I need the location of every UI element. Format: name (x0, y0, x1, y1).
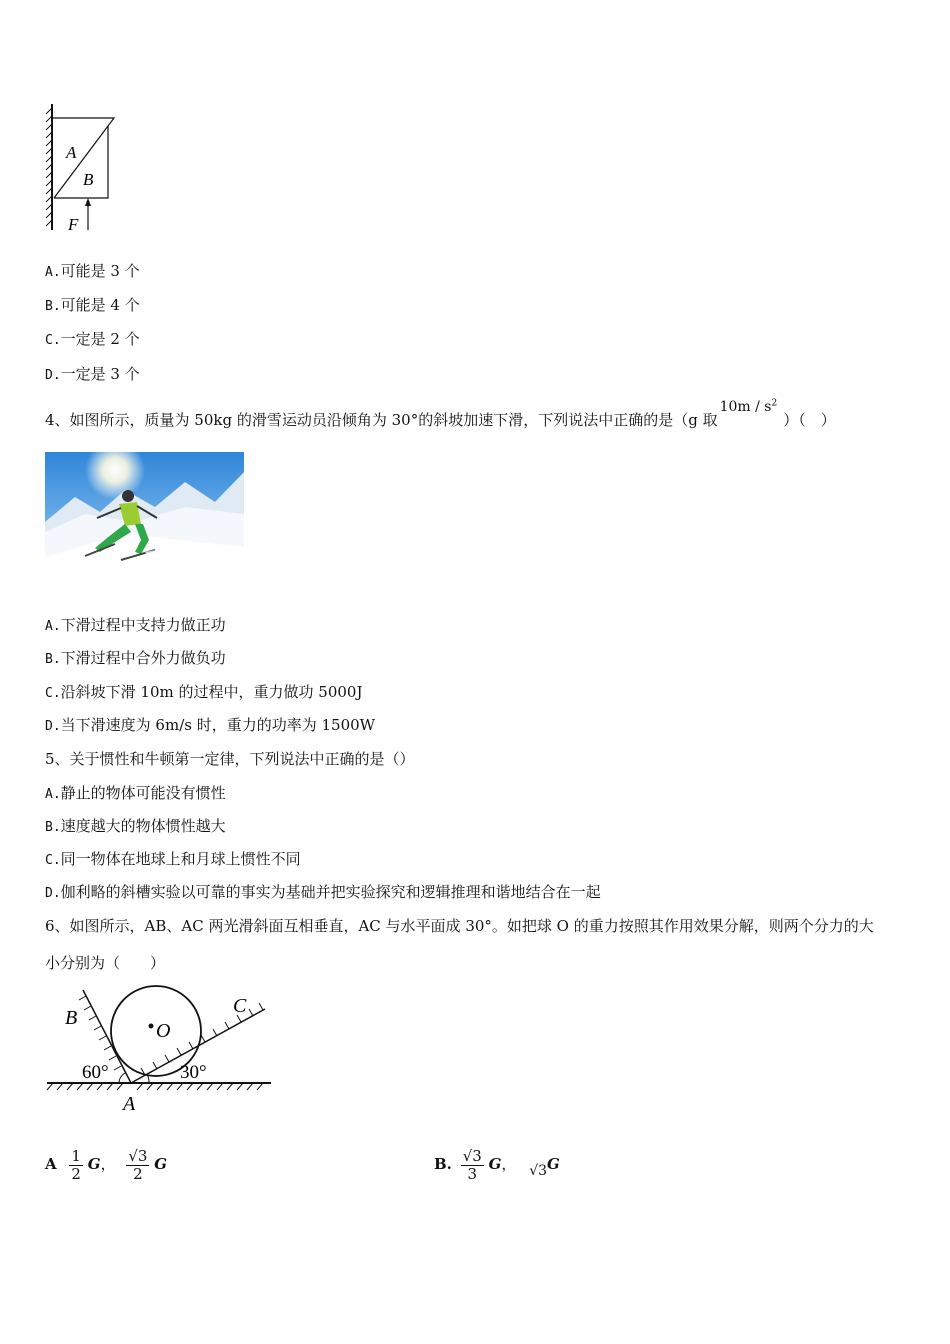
root3: √3 (529, 1163, 548, 1179)
fig-label-f: F (68, 215, 79, 234)
q5-stem: 5、关于惯性和牛顿第一定律，下列说法中正确的是（） (45, 750, 415, 768)
q4-option-a: A.下滑过程中支持力做正功 (45, 616, 226, 634)
q5-option-a: A.静止的物体可能没有惯性 (45, 784, 226, 802)
g-value: $10m / s^2$ (719, 398, 778, 415)
fig-label-a: A (66, 143, 77, 162)
q4-option-c: C.沿斜坡下滑 10m 的过程中，重力做功 5000J (45, 683, 363, 701)
skier-photo (45, 452, 244, 590)
q5-option-b: B.速度越大的物体惯性越大 (45, 817, 226, 835)
fig6-label-o: O (156, 1020, 171, 1042)
ball-incline-figure (45, 982, 275, 1117)
fraction-root3-2: $\frac{√3}{2}$ (128, 1147, 148, 1183)
q3-option-c: C.一定是 2 个 (45, 330, 140, 348)
blocks-wall-figure (40, 98, 130, 238)
q3-option-d: D.一定是 3 个 (45, 365, 140, 383)
fig6-label-a: A (123, 1093, 136, 1115)
q6-option-b: B. $\frac{√3}{3}$ G， √3G (434, 1147, 560, 1183)
q5-option-d: D.伽利略的斜槽实验以可靠的事实为基础并把实验探究和逻辑推理和谐地结合在一起 (45, 883, 601, 901)
fig6-angle-60: 60° (82, 1062, 109, 1083)
q4-stem: 4、如图所示，质量为 50kg 的滑雪运动员沿倾角为 30°的斜坡加速下滑，下列说法中正确的是（g 取$10m / s^2$）（ ） (45, 398, 836, 429)
fig-label-b: B (83, 170, 94, 189)
q3-option-a: A.可能是 3 个 (45, 262, 140, 280)
fraction-root3-3: $\frac{√3}{3}$ (462, 1147, 482, 1183)
q5-option-c: C.同一物体在地球上和月球上惯性不同 (45, 850, 301, 868)
q3-option-b: B.可能是 4 个 (45, 296, 140, 314)
fraction-1-2: $\frac{1}{2}$ (71, 1147, 81, 1183)
q4-option-d: D.当下滑速度为 6m/s 时，重力的功率为 1500W (45, 716, 376, 734)
q6-stem-line2: 小分别为（ ） (45, 954, 166, 972)
fig6-label-b: B (65, 1007, 78, 1029)
fig6-label-c: C (233, 995, 247, 1017)
q6-stem-line1: 6、如图所示，AB、AC 两光滑斜面互相垂直，AC 与水平面成 30°。如把球 O 的重力按照其作用效果分解，则两个分力的大 (45, 917, 874, 935)
fig6-angle-30: 30° (180, 1062, 207, 1083)
q4-option-b: B.下滑过程中合外力做负功 (45, 649, 226, 667)
q6-option-a: A $\frac{1}{2}$ G， $\frac{√3}{2}$ G (45, 1147, 168, 1183)
